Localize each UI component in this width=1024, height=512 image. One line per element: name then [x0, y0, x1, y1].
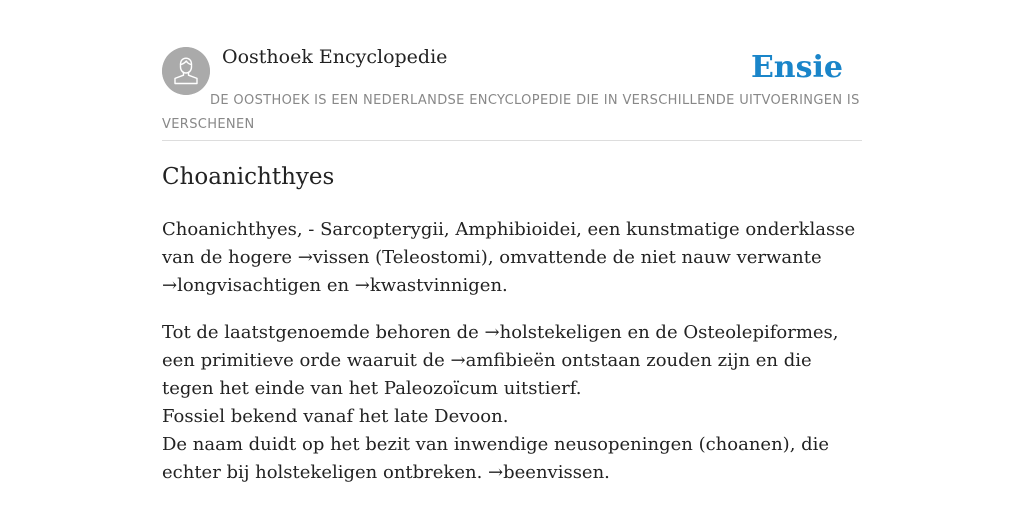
paragraph-2 — [162, 319, 862, 487]
ensie-logo[interactable]: Ensie — [750, 50, 843, 85]
paragraph-line: Choanichthyes, - Sarcopterygii, Amphibioidei, een kunstmatige onderklasse van de hogere →vissen (Teleostomi), omvattende de niet nauw verwante →longvisachtigen en →kwastvinnigen. — [162, 219, 856, 296]
site-name[interactable]: Oosthoek Encyclopedie — [222, 46, 448, 68]
header — [162, 0, 862, 141]
person-outline-icon — [162, 47, 210, 95]
article-title: Choanichthyes — [162, 164, 335, 190]
paragraph-1 — [162, 216, 862, 300]
paragraph-line: De naam duidt op het bezit van inwendige neusopeningen (choanen), die echter bij holstekeligen ontbreken. →beenvissen. — [162, 434, 830, 483]
paragraph-line: Fossiel bekend vanaf het late Devoon. — [162, 406, 509, 427]
page-container — [162, 0, 862, 483]
article-body — [162, 216, 862, 506]
paragraph-line: Tot de laatstgenoemde behoren de →holstekeligen en de Osteolepiformes, een primitieve orde waaruit de →amfibieën ontstaan zouden zijn en die tegen het einde van het Paleozoïcum uitstierf. — [162, 322, 839, 399]
site-tagline: DE OOSTHOEK IS EEN NEDERLANDSE ENCYCLOPEDIE DIE IN VERSCHILLENDE UITVOERINGEN IS VERSCHENEN — [162, 93, 860, 132]
user-avatar-icon[interactable] — [162, 47, 210, 95]
